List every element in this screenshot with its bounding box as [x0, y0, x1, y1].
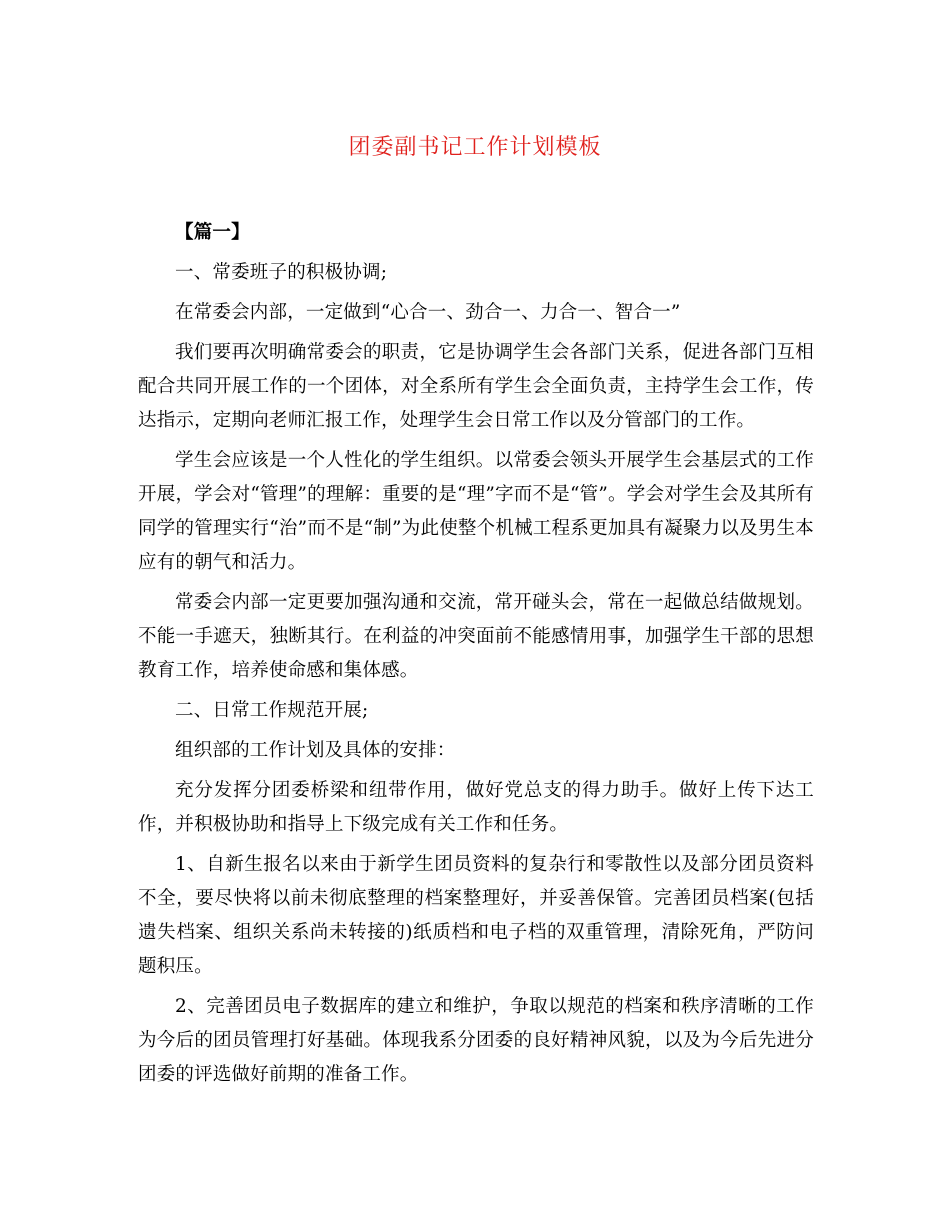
- paragraph: 充分发挥分团委桥梁和纽带作用，做好党总支的得力助手。做好上传下达工作，并积极协助和指导上下级完成有关工作和任务。: [138, 780, 814, 835]
- section-marker: 【篇一】: [175, 222, 250, 243]
- paragraph: 组织部的工作计划及具体的安排：: [175, 740, 456, 761]
- paragraph: 学生会应该是一个人性化的学生组织。以常委会领头开展学生会基层式的工作开展，学会对“管理”的理解：重要的是“理”字而不是“管”。学会对学生会及其所有同学的管理实行“治”而不是“制”为此使整个机械工程系更加具有凝聚力以及男生本应有的朝气和活力。: [138, 450, 814, 573]
- heading-one: 一、常委班子的积极协调;: [175, 262, 388, 283]
- list-item: 1、自新生报名以来由于新学生团员资料的复杂行和零散性以及部分团员资料不全，要尽快将以前未彻底整理的档案整理好，并妥善保管。完善团员档案(包括遗失档案、组织关系尚未转接的)纸质档和电子档的双重管理，清除死角，严防问题积压。: [138, 854, 814, 977]
- list-item: 2、完善团员电子数据库的建立和维护，争取以规范的档案和秩序清晰的工作为今后的团员管理打好基础。体现我系分团委的良好精神风貌，以及为今后先进分团委的评选做好前期的准备工作。: [138, 996, 814, 1085]
- paragraph: 我们要再次明确常委会的职责，它是协调学生会各部门关系，促进各部门互相配合共同开展工作的一个团体，对全系所有学生会全面负责，主持学生会工作，传达指示，定期向老师汇报工作，处理学生会日常工作以及分管部门的工作。: [138, 342, 814, 431]
- document-title: 团委副书记工作计划模板: [348, 135, 602, 160]
- heading-two: 二、日常工作规范开展;: [175, 700, 369, 721]
- paragraph: 在常委会内部，一定做到“心合一、劲合一、力合一、智合一”: [175, 302, 681, 323]
- document-body: [138, 216, 814, 1098]
- paragraph: 常委会内部一定更要加强沟通和交流，常开碰头会，常在一起做总结做规划。不能一手遮天，独断其行。在利益的冲突面前不能感情用事，加强学生干部的思想教育工作，培养使命感和集体感。: [138, 592, 814, 681]
